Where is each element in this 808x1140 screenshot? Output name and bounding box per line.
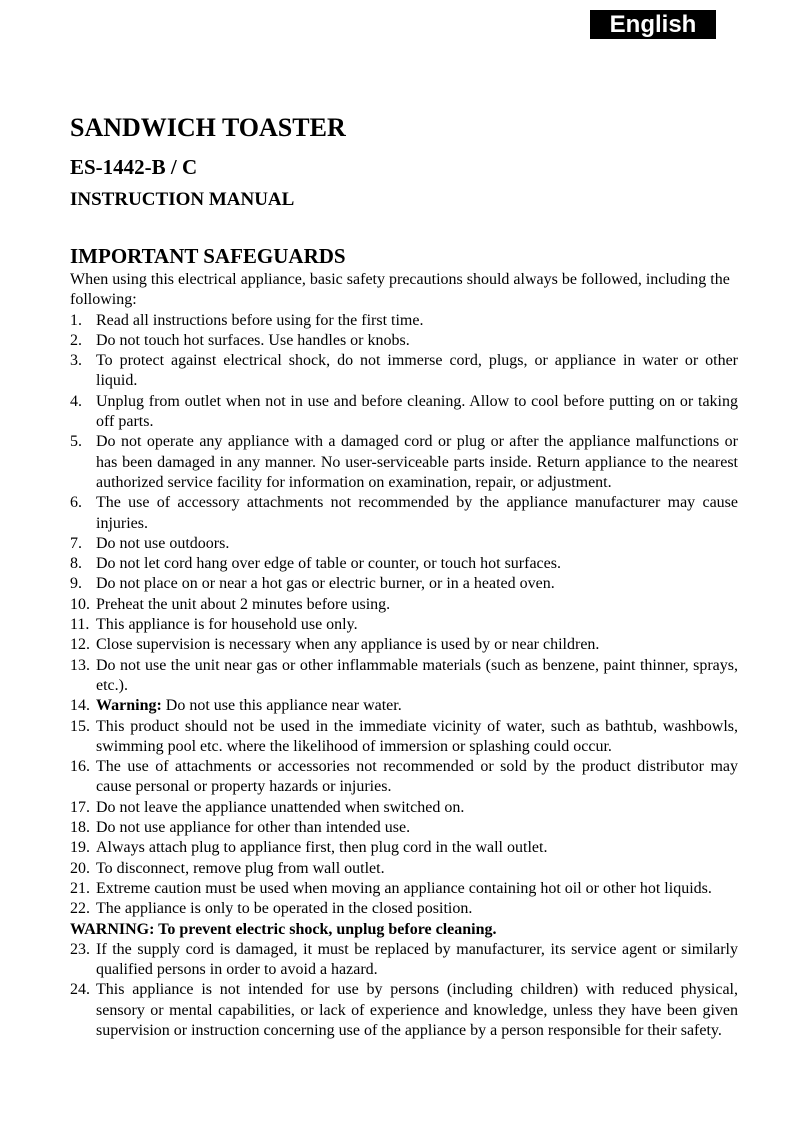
item-number: 24. <box>70 981 90 999</box>
list-item <box>70 311 738 331</box>
list-item <box>70 940 738 981</box>
item-warning-label: Warning: <box>96 697 162 715</box>
list-item <box>70 717 738 758</box>
item-number: 14. <box>70 697 90 715</box>
item-text: The use of attachments or accessories not recommended or sold by the product distributor may cause personal or property hazards or injuries. <box>96 758 738 796</box>
list-item <box>70 818 738 838</box>
list-item <box>70 554 738 574</box>
item-text: This appliance is for household use only. <box>96 616 358 634</box>
item-number: 13. <box>70 656 90 674</box>
item-number: 10. <box>70 595 90 613</box>
item-text: Do not operate any appliance with a damaged cord or plug or after the appliance malfunctions or has been damaged in any manner. No user-serviceable parts inside. Return appliance to the nearest authorized service facility for information on examination, repair, or adjustment. <box>96 433 738 491</box>
list-item <box>70 534 738 554</box>
item-number: 23. <box>70 940 90 958</box>
item-text: Do not use outdoors. <box>96 534 230 552</box>
item-text: Preheat the unit about 2 minutes before using. <box>96 595 391 613</box>
item-text: Do not leave the appliance unattended when switched on. <box>96 798 465 816</box>
item-number: 18. <box>70 819 90 837</box>
list-item <box>70 392 738 433</box>
item-number: 17. <box>70 798 90 816</box>
item-text: The use of accessory attachments not recommended by the appliance manufacturer may cause injuries. <box>96 494 738 532</box>
model-number: ES-1442-B / C <box>70 155 198 179</box>
item-number: 9. <box>70 575 82 593</box>
manual-subtitle: INSTRUCTION MANUAL <box>70 189 295 210</box>
item-text: Read all instructions before using for the first time. <box>96 311 424 329</box>
item-number: 15. <box>70 717 90 735</box>
item-number: 7. <box>70 534 82 552</box>
list-item <box>70 859 738 879</box>
safeguards-list <box>70 311 738 920</box>
item-text: The appliance is only to be operated in the closed position. <box>96 900 473 918</box>
item-number: 20. <box>70 859 90 877</box>
safeguards-list-continued <box>70 940 738 1041</box>
list-item <box>70 351 738 392</box>
item-number: 3. <box>70 352 82 370</box>
list-item <box>70 980 738 1041</box>
item-number: 21. <box>70 879 90 897</box>
language-badge: English <box>590 10 716 39</box>
item-number: 11. <box>70 616 90 634</box>
item-warning-text: Do not use this appliance near water. <box>161 697 402 715</box>
item-number: 19. <box>70 839 90 857</box>
safeguards-intro: When using this electrical appliance, basic safety precautions should always be followed, including the following: <box>70 271 730 309</box>
list-item <box>70 879 738 899</box>
item-text: Do not touch hot surfaces. Use handles or knobs. <box>96 331 410 349</box>
item-text: To disconnect, remove plug from wall outlet. <box>96 859 385 877</box>
item-text: Do not let cord hang over edge of table or counter, or touch hot surfaces. <box>96 555 561 573</box>
warning-line: WARNING: To prevent electric shock, unplug before cleaning. <box>70 920 497 938</box>
item-number: 12. <box>70 636 90 654</box>
item-text: This appliance is not intended for use by persons (including children) with reduced physical, sensory or mental capabilities, or lack of experience and knowledge, unless they have been given supervision or instruction concerning use of the appliance by a person responsible for their safety. <box>96 981 738 1039</box>
item-text <box>96 696 738 716</box>
item-number: 8. <box>70 555 82 573</box>
item-text: Always attach plug to appliance first, then plug cord in the wall outlet. <box>96 839 548 857</box>
item-number: 4. <box>70 392 82 410</box>
safeguards-heading: IMPORTANT SAFEGUARDS <box>70 244 346 268</box>
list-item <box>70 838 738 858</box>
list-item <box>70 574 738 594</box>
list-item <box>70 493 738 534</box>
list-item <box>70 757 738 798</box>
item-number: 16. <box>70 758 90 776</box>
item-number: 1. <box>70 311 82 329</box>
document-title: SANDWICH TOASTER <box>70 113 346 142</box>
item-text: Do not use appliance for other than intended use. <box>96 819 411 837</box>
item-number: 6. <box>70 494 82 512</box>
list-item <box>70 635 738 655</box>
item-text: Do not place on or near a hot gas or electric burner, or in a heated oven. <box>96 575 555 593</box>
safeguards-section <box>70 243 738 1041</box>
item-number: 5. <box>70 433 82 451</box>
item-text: Close supervision is necessary when any appliance is used by or near children. <box>96 636 600 654</box>
item-number: 22. <box>70 900 90 918</box>
item-text: If the supply cord is damaged, it must be replaced by manufacturer, its service agent or similarly qualified persons in order to avoid a hazard. <box>96 940 738 979</box>
item-text: This product should not be used in the immediate vicinity of water, such as bathtub, washbowls, swimming pool etc. where the likelihood of immersion or splashing could occur. <box>96 717 738 755</box>
item-number: 2. <box>70 331 82 349</box>
list-item <box>70 615 738 635</box>
item-text: To protect against electrical shock, do not immerse cord, plugs, or appliance in water or other liquid. <box>96 352 738 390</box>
list-item <box>70 331 738 351</box>
item-text: Unplug from outlet when not in use and before cleaning. Allow to cool before putting on or taking off parts. <box>96 392 738 431</box>
list-item <box>70 798 738 818</box>
item-text: Do not use the unit near gas or other inflammable materials (such as benzene, paint thinner, sprays, etc.). <box>96 656 738 694</box>
list-item <box>70 899 738 919</box>
list-item <box>70 656 738 697</box>
list-item <box>70 696 738 716</box>
list-item <box>70 595 738 615</box>
item-text: Extreme caution must be used when moving an appliance containing hot oil or other hot liquids. <box>96 879 712 897</box>
list-item <box>70 432 738 493</box>
